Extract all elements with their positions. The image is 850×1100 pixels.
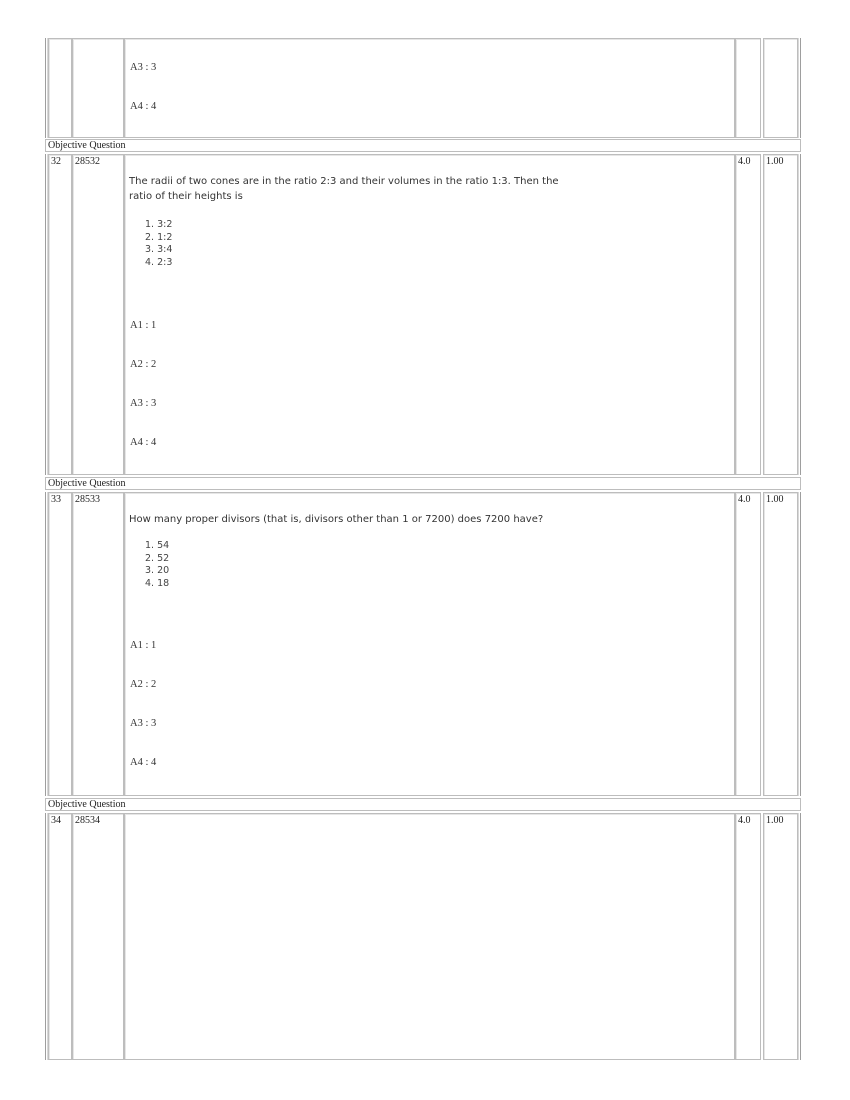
question-text-line: The radii of two cones are in the ratio 2:3 and their volumes in the ratio 1:3. Then the — [129, 176, 559, 187]
section-label: Objective Question — [45, 798, 801, 811]
question-number-cell — [48, 38, 72, 138]
options-list — [145, 540, 169, 590]
option-item: 4. 18 — [145, 577, 170, 589]
question-marks: 4.0 — [735, 813, 761, 1060]
answer-option: A2 : 2 — [130, 359, 157, 370]
answer-option: A3 : 3 — [130, 398, 157, 409]
question-negative-marks: 1.00 — [763, 154, 798, 475]
question-marks: 4.0 — [735, 492, 761, 796]
question-row — [45, 813, 801, 1060]
table-border-right — [798, 154, 801, 475]
option-item: 1. 3:2 — [145, 219, 173, 230]
question-id: 28533 — [72, 492, 124, 796]
question-marks: 4.0 — [735, 154, 761, 475]
answer-option: A3 : 3 — [130, 718, 157, 729]
question-number: 33 — [48, 492, 72, 796]
answer-option: A1 : 1 — [130, 640, 157, 651]
marks-cell — [735, 38, 761, 138]
question-body-cell — [124, 492, 735, 796]
question-row — [45, 154, 801, 475]
option-item: 1. 54 — [145, 540, 170, 551]
question-text-line: ratio of their heights is — [129, 191, 243, 202]
question-id: 28534 — [72, 813, 124, 1060]
question-body-cell — [124, 38, 735, 138]
option-item: 3. 20 — [145, 565, 170, 576]
table-border-right — [798, 38, 801, 138]
question-text-line: How many proper divisors (that is, divisors other than 1 or 7200) does 7200 have? — [129, 514, 544, 525]
answer-option: A1 : 1 — [130, 320, 157, 331]
question-row — [45, 492, 801, 796]
table-border-right — [798, 813, 801, 1060]
question-negative-marks: 1.00 — [763, 813, 798, 1060]
answer-option: A4 : 4 — [130, 757, 157, 768]
answer-option: A3 : 3 — [130, 62, 157, 73]
option-item: 2. 52 — [145, 552, 170, 564]
question-id: 28532 — [72, 154, 124, 475]
answer-option: A4 : 4 — [130, 437, 157, 448]
question-body-cell — [124, 813, 735, 1060]
options-list — [145, 219, 172, 269]
table-border-right — [798, 492, 801, 796]
negative-marks-cell — [763, 38, 798, 138]
answer-option: A2 : 2 — [130, 679, 157, 690]
question-negative-marks: 1.00 — [763, 492, 798, 796]
question-number: 32 — [48, 154, 72, 475]
question-text — [129, 512, 649, 527]
question-text — [129, 174, 569, 204]
answer-option: A4 : 4 — [130, 101, 157, 112]
option-item: 4. 2:3 — [145, 256, 173, 268]
option-item: 3. 3:4 — [145, 244, 173, 255]
question-row-partial — [45, 38, 801, 138]
question-id-cell — [72, 38, 124, 138]
section-label: Objective Question — [45, 139, 801, 152]
section-label: Objective Question — [45, 477, 801, 490]
option-item: 2. 1:2 — [145, 231, 173, 243]
question-number: 34 — [48, 813, 72, 1060]
